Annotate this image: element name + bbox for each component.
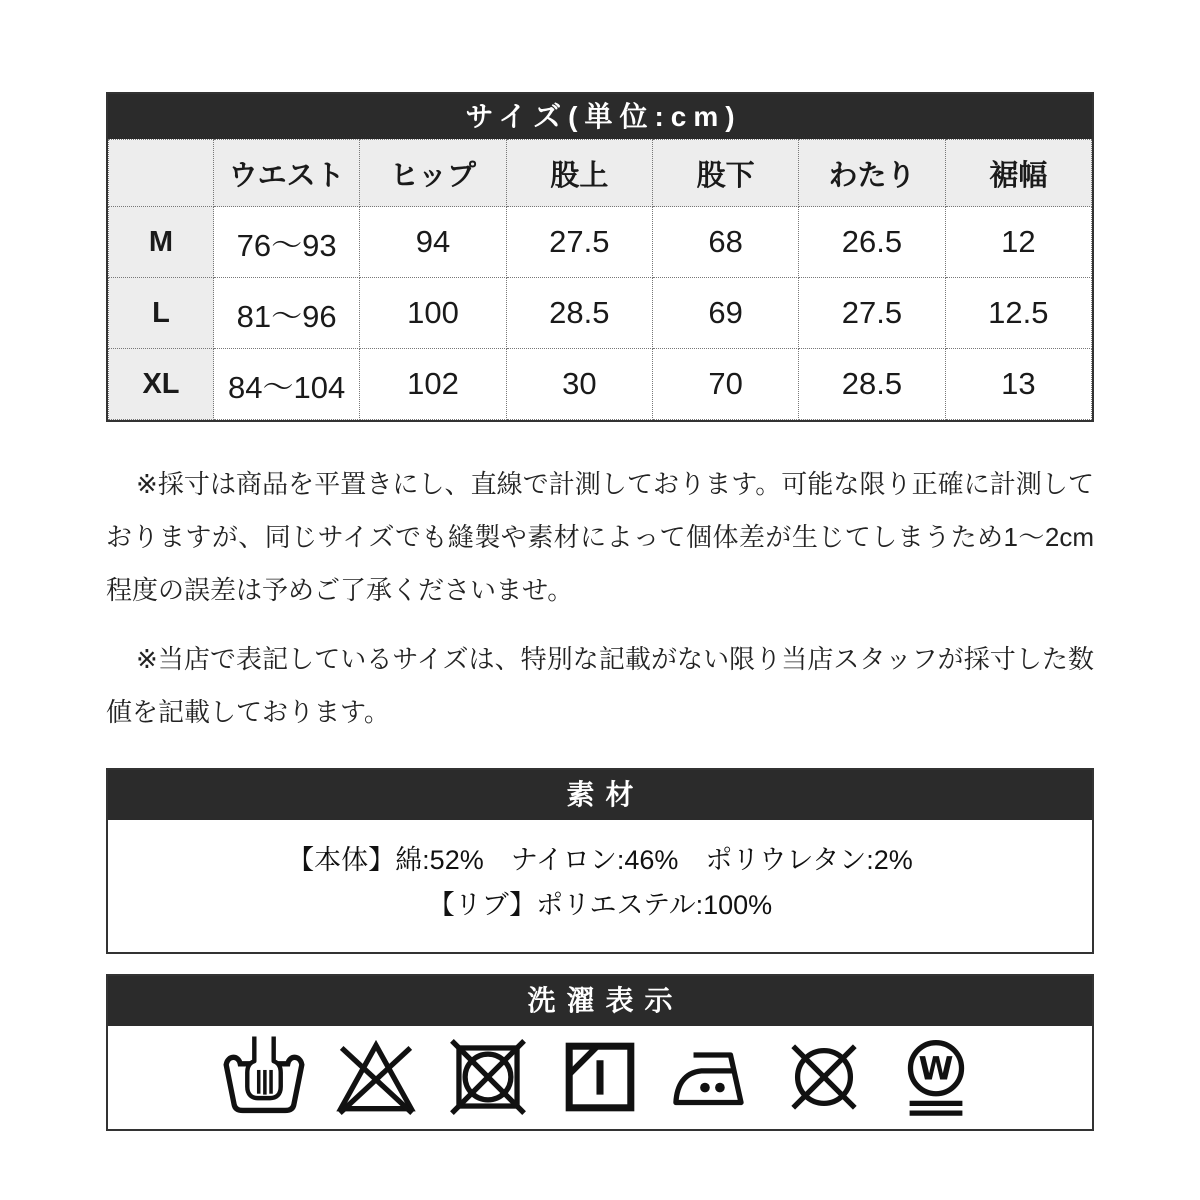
value-cell: 27.5	[799, 278, 945, 349]
size-table-title-bar	[108, 94, 1092, 139]
value-cell: 100	[360, 278, 506, 349]
do-not-dry-clean-icon	[780, 1033, 868, 1121]
column-header-inseam: 股下	[652, 140, 798, 207]
material-section	[106, 768, 1094, 954]
value-cell: 12.5	[945, 278, 1091, 349]
care-title-bar	[108, 976, 1092, 1026]
value-cell: 28.5	[799, 349, 945, 420]
do-not-tumble-dry-icon	[444, 1033, 532, 1121]
size-label: L	[109, 278, 214, 349]
wet-cleaning-letter: W	[918, 1051, 954, 1088]
wet-cleaning-icon	[892, 1033, 980, 1121]
material-title-bar	[108, 770, 1092, 820]
do-not-bleach-icon	[332, 1033, 420, 1121]
size-table	[108, 139, 1092, 420]
sizing-note: ※当店で表記しているサイズは、特別な記載がない限り当店スタッフが採寸した数値を記載しております。	[106, 644, 1094, 727]
material-main-line: 【本体】綿:52% ナイロン:46% ポリウレタン:2%	[287, 845, 913, 875]
size-label: M	[109, 207, 214, 278]
size-table-section	[106, 92, 1094, 422]
measurement-note: ※採寸は商品を平置きにし、直線で計測しております。可能な限り正確に計測しておりますが、同じサイズでも縫製や素材によって個体差が生じてしまうため1〜2cm程度の誤差は予めご了承くださいませ。	[106, 469, 1094, 605]
column-header-rise: 股上	[506, 140, 652, 207]
table-row-m	[109, 207, 1092, 278]
size-chart-page	[106, 0, 1094, 1131]
value-cell: 30	[506, 349, 652, 420]
table-row-l	[109, 278, 1092, 349]
table-row-xl	[109, 349, 1092, 420]
material-body	[108, 820, 1092, 952]
value-cell: 81〜96	[214, 278, 360, 349]
care-title: 洗濯表示	[527, 985, 684, 1016]
value-cell: 94	[360, 207, 506, 278]
value-cell: 69	[652, 278, 798, 349]
value-cell: 26.5	[799, 207, 945, 278]
material-rib-line: 【リブ】ポリエステル:100%	[427, 890, 773, 920]
hand-wash-icon	[220, 1033, 308, 1121]
column-header-hem: 裾幅	[945, 140, 1091, 207]
size-table-title: サイズ(単位:cm)	[465, 101, 742, 132]
value-cell: 76〜93	[214, 207, 360, 278]
iron-medium-icon	[668, 1033, 756, 1121]
value-cell: 12	[945, 207, 1091, 278]
column-header-waist: ウエスト	[214, 140, 360, 207]
value-cell: 84〜104	[214, 349, 360, 420]
care-icons-row	[108, 1026, 1092, 1129]
value-cell: 13	[945, 349, 1091, 420]
size-table-header-row	[109, 140, 1092, 207]
value-cell: 102	[360, 349, 506, 420]
value-cell: 27.5	[506, 207, 652, 278]
care-section	[106, 974, 1094, 1131]
value-cell: 70	[652, 349, 798, 420]
corner-cell	[109, 140, 214, 207]
value-cell: 68	[652, 207, 798, 278]
column-header-thigh: わたり	[799, 140, 945, 207]
value-cell: 28.5	[506, 278, 652, 349]
material-title: 素材	[566, 779, 645, 810]
column-header-hip: ヒップ	[360, 140, 506, 207]
size-label: XL	[109, 349, 214, 420]
line-dry-in-shade-icon	[556, 1033, 644, 1121]
